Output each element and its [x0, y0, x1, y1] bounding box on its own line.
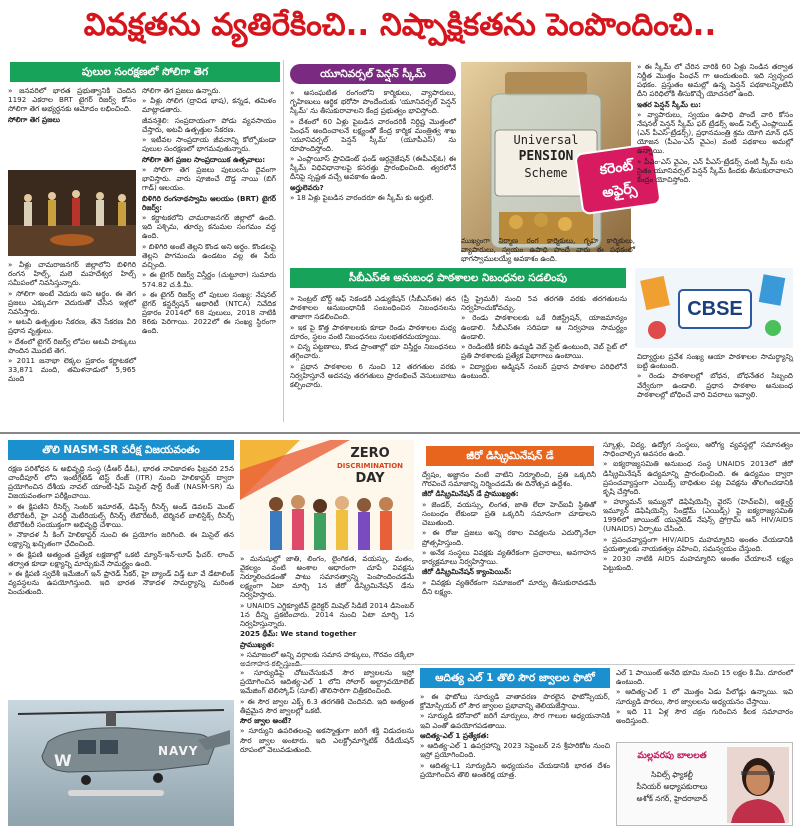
paragraph: » ప్రధాన పాఠశాలల 6 నుంచి 12 తరగతుల వరకు నిర్వహిస్తూనే అదనపు తరగతులు ప్రారంభించే వెసులుబాటు కల్పించారు. [290, 361, 456, 389]
divider [240, 664, 795, 665]
paragraph: » బిళిగిరి అంటే తెల్లని కొండ అని అర్థం. కొండలపై తెల్లని పొగమంచు ఉండటం వల్ల ఈ పేరు వచ్చింది. [142, 241, 276, 270]
paragraph: » ఈ క్షిపణి స్వదేశీ ఇమేజింగ్ ఇన్ ఫ్రారెడ్ సీకర్, హై బ్యాండ్ విడ్త్ టూ వే డేటాలింక్ వ్యవస్థలను ఉపయోగిస్తుంది. ఇది భారత నౌకాదళ సామర్థ్యాన్ని మరింత పెంచుతుంది. [8, 569, 234, 597]
author-box [616, 742, 793, 826]
nasm-body [8, 464, 234, 696]
paragraph: » సూర్యుని ఉపరితలంపై అకస్మాత్తుగా జరిగే శక్తి విడుదలను సౌర జ్వాల అంటారు. ఇది ఎలక్ట్రోమాగ్నెటిక్ రేడియేషన్ రూపంలో వెలువడుతుంది. [240, 726, 414, 754]
author-designation: సివిల్స్ ఫ్యాకల్టీ [651, 770, 693, 779]
paragraph: రక్షణ పరిశోధన & అభివృద్ధి సంస్థ (డీఆర్ డీఓ), భారత నావికాదళం ఫిబ్రవరి 25న చాందీపూర్ లోని ఇంటిగ్రేటెడ్ టెస్ట్ రేంజ్ (ITR) నుంచి హెలికాప్టర్ ద్వారా ప్రయోగించిన దేశీయ నావల్ యాంటీ-షిప్ మిసైల్ షార్ట్ రేంజ్ (NASM-SR) ను విజయవంతంగా పరీక్షించాయి. [8, 464, 234, 501]
paragraph: » సోలిగా అంటే వెదురు అని అర్థం. ఈ తెగ ప్రజలు ఎక్కువగా వెదురుతో చేసిన ఇళ్లలో నివసిస్తారు. [8, 288, 136, 316]
paragraph: » ఈ క్షిపణి అత్యంత ప్రత్యేక లక్షణాల్లో ఒకటి మ్యాన్-ఇన్-లూప్ ఫీచర్. లాంచ్ తర్వాత కూడా లక్ష్యాన్ని మార్చుకునే సామర్థ్యం ఉంది. [8, 549, 234, 568]
paragraph: » మనుషుల్లో జాతి, లింగం, లైంగికత, వయస్సు, మతం, వైకల్యం వంటి అంశాల ఆధారంగా చూపే వివక్షను నిర్మూలించడంతో పాటు సమానత్వాన్ని పెంపొందించడమే లక్ష్యంగా ఏటా మార్చి 1న జీరో డిస్క్రిమినేషన్ డేను నిర్వహిస్తారు. [240, 554, 414, 600]
paragraph: » నౌకాదళ సీ కింగ్ హెలికాప్టర్ నుంచి ఈ ప్రయోగం జరిగింది. ఈ మిసైల్ తన లక్ష్యాన్ని ఖచ్చితంగా ఛేదించింది. [8, 530, 234, 549]
pension-wide [461, 236, 635, 264]
paragraph: » దేశంలో టైగర్ రిజర్వ్ లోపల అటవీ హక్కులు పొందిన మొదటి తెగ. [8, 336, 136, 355]
cbse-col-1 [290, 294, 456, 424]
svg-text:W: W [54, 751, 72, 770]
paragraph: సోలిగా తెగ ప్రజలు ఉన్నారు. [142, 86, 221, 95]
paragraph: » ఆదిత్య-ఎల్ 1 లో మొత్తం ఏడు పేలోడ్లు ఉన్నాయి. ఇవి సూర్యుడి పొరలు, సౌర జ్వాలలను అధ్యయనం చేస్తాయి. [616, 687, 793, 706]
poster-line2: DISCRIMINATION [336, 462, 404, 470]
subheading: జీరో డిస్క్రిమినేషన్ డే ప్రాముఖ్యత: [422, 489, 519, 499]
paragraph: ముఖ్యంగా నిర్మాణ రంగ కార్మికులు, గృహ కార్మికులు, వ్యాపారులు, స్వయం ఉపాధి పొందే వారు ఈ పథకంలో భాగస్వాములయ్యే అవకాశం ఉంది. [461, 236, 635, 264]
aditya-section-title: ఆదిత్య ఎల్ 1 తొలి సౌర జ్వాలల ఫొటో [420, 668, 610, 688]
soliga-dance-photo [8, 170, 136, 256]
paragraph: » ఈ టైగర్ రిజర్వ్ లో పులుల సంఖ్య: నేషనల్ టైగర్ కన్జర్వేషన్ అథారిటీ (NTCA) నివేదిక ప్రకారం 2014లో 68 పులులు, 2018 నాటికి 86కు పెరిగాయి. 2022లో ఈ సంఖ్య స్థిరంగా ఉంది. [142, 289, 276, 336]
paragraph: » ఇది 11 ఏళ్ల సౌర చక్రం గురించిన కీలక సమాచారం అందిస్తుంది. [616, 706, 793, 726]
paragraph: » ఎంప్లాయీస్ ప్రావిడెంట్ ఫండ్ ఆర్గనైజేషన్ (ఈపీఎఫ్ఓ) ఈ స్కీమ్ విధివిధానాలపై కసరత్తు ప్రారంభించింది. త్వరలోనే దీనిపై స్పష్టత వచ్చే అవకాశం ఉంది. [290, 154, 456, 182]
paragraph: » సూర్యుడి కరోనాలో జరిగే మార్పులు, సౌర గాలుల అధ్యయనానికి ఇవి ఎంతో ఉపయోగపడతాయి. [420, 711, 610, 730]
zero-col-2 [422, 470, 596, 660]
zero-col-3 [603, 440, 793, 660]
paragraph: » వీళ్లు చామరాజనగర్ జిల్లాలోని బిళిగిరి రంగన హిల్స్, మలె మహదేశ్వర హిల్స్ సమీపంలో నివసిస్తున్నారు. [8, 260, 136, 288]
paragraph: » విద్యార్థుల అడ్మిషన్ నంబర్ ప్రధాన పాఠశాల పరిధిలోనే ఉంటుంది. [461, 361, 627, 380]
zero-col-1 [240, 554, 414, 660]
author-name: మల్లవరపు బాలలత [637, 751, 707, 761]
subheading: బిళిగిరి రంగనాథస్వామి ఆలయం (BRT) టైగర్ రిజర్వ్: [142, 193, 276, 212]
paragraph: » అటవీ ఉత్పత్తుల సేకరణ, తేనె సేకరణ వీరి ప్రధాన వృత్తులు. [8, 317, 136, 336]
subheading: అర్హులెవరు? [290, 182, 324, 192]
paragraph: » ఐక్యరాజ్యసమితి అనుబంధ సంస్థ UNAIDS 2013లో జీరో డిస్క్రిమినేషన్ ఉద్యమాన్ని ప్రారంభించింది. ఈ ఉద్యమం ద్వారా ప్రపంచవ్యాప్తంగా ఎయిడ్స్ బాధితుల పట్ల వివక్షను తొలగించడానికి కృషి చేస్తోంది. [603, 459, 793, 496]
author-location: అశోక్ నగర్, హైదరాబాద్ [636, 794, 708, 803]
pension-section-title: యూనివర్సల్ పెన్షన్ స్కీమ్ [290, 64, 456, 84]
cbse-logo-image [635, 268, 793, 348]
subheading: 2025 థీమ్: We stand together [240, 629, 357, 639]
subheading: ఇతర పెన్షన్ స్కీమ్ లు: [637, 99, 701, 109]
zero-section-title: జీరో డిస్క్రిమినేషన్ డే [426, 446, 594, 466]
paragraph: » ఇక పై కొత్త పాఠశాలలకు కూడా రెండు పాఠశాలల మధ్య దూరం, స్థలం వంటి నిబంధనలు సులభతరమయ్యాయి. [290, 322, 456, 341]
tiger-col-1b [8, 260, 136, 418]
poster-line3: DAY [355, 471, 385, 486]
nasm-section-title: తొలి NASM-SR పరీక్ష విజయవంతం [8, 440, 234, 460]
subheading: ప్రాముఖ్యత: [240, 639, 275, 649]
jar-label-line1: Universal [513, 133, 579, 147]
paragraph: (ప్రీ ప్రైమరీ) నుంచి 5వ తరగతి వరకు తరగతులను నిర్వహించుకోవచ్చు. [461, 294, 627, 313]
page-headline: వివక్షతను వ్యతిరేకించి.. నిష్పాక్షికతను పెంపొందించి.. [83, 7, 717, 43]
paragraph: ద్వేషం, అజ్ఞానం వంటి వాటిని నిర్మూలించి, ప్రతి ఒక్కరినీ గౌరవించే సమాజాన్ని నిర్మించడమే ఈ దినోత్సవ ఉద్దేశం. [422, 470, 596, 489]
heli-navy-marking: NAVY [158, 744, 199, 758]
author-role: సీనియర్ అధ్యాపకురాలు [636, 782, 708, 791]
paragraph: » చిన్న పట్టణాలు, కొండ ప్రాంతాల్లో భూ విస్తీర్ణం నిబంధనలు తగ్గించారు. [290, 342, 456, 361]
cbse-col-2 [461, 294, 627, 424]
paragraph: » రెండింటికీ కలిపి ఉమ్మడి వెబ్ సైట్ ఉంటుంది, వెబ్ సైట్ లో ప్రతి పాఠశాలకు ప్రత్యేక విభాగాలు ఉంటాయి. [461, 342, 627, 361]
author-photo [727, 747, 789, 823]
paragraph: జీవనశైలి: సంప్రదాయంగా పోడు వ్యవసాయం చేస్తారు, అటవీ ఉత్పత్తుల సేకరణ. [142, 115, 276, 134]
paragraph: » సమాజంలో అన్ని వర్గాలకు సమాన హక్కులు, గౌరవం దక్కేలా [240, 650, 414, 660]
paragraph: » 2030 నాటికి AIDS మహమ్మారిని అంతం చేయాలనే లక్ష్యం పెట్టుకుంది. [603, 554, 793, 573]
paragraph: » ఈ సౌర జ్వాల ఎక్స్ 6.3 తరగతికి చెందినది. ఇది అత్యంత తీవ్రమైన సౌర జ్వాలల్లో ఒకటి. [240, 696, 414, 715]
paragraph: స్కూళ్లు, విద్య, ఉద్యోగ సంస్థలు, ఆరోగ్య వ్యవస్థల్లో సమానత్వం సాధించాల్సిన అవసరం ఉంది. [603, 440, 793, 459]
paragraph: » కర్ణాటకలోని చామరాజనగర్ జిల్లాలో ఉంది. ఇది పశ్చిమ, తూర్పు కనుమల సంగమం వద్ద ఉంది. [142, 213, 276, 241]
paragraph: » రెండు పాఠశాలల్లో బోధన, బోధనేతర సిబ్బంది వేర్వేరుగా ఉండాలి. ప్రధాన పాఠశాల అనుబంధ పాఠశాలల్లో బోధించే వారి వివరాలు ఇవ్వాలి. [637, 371, 793, 399]
pension-col-1 [290, 88, 456, 228]
paragraph: » ప్రపంచవ్యాప్తంగా HIV/AIDS మహమ్మారిని అంతం చేయడానికి ప్రయత్నాలకు నాయకత్వం వహించి, సమన్వయం చేస్తుంది. [603, 534, 793, 553]
paragraph: » 18 ఏళ్లు పైబడిన వారందరూ ఈ స్కీమ్ కు అర్హులే. [290, 193, 434, 203]
aditya-col-1 [240, 668, 414, 826]
paragraph: » ఆదిత్య-ఎల్ 1 ఉపగ్రహాన్ని 2023 సెప్టెంబర్ 2న శ్రీహరికోట నుంచి ఇస్రో ప్రయోగించింది. [420, 741, 610, 760]
jar-label-line3: Scheme [524, 166, 568, 180]
paragraph: » ఈ స్కీమ్ లో చేరిన వారికి 60 ఏళ్లు నిండిన తర్వాత నిర్ణీత మొత్తం పింఛన్ గా అందుతుంది. ఇది స్వచ్ఛంద పథకం. ప్రస్తుతం అమల్లో ఉన్న పెన్షన్ పథకాలన్నింటినీ దీని పరిధిలోకి తీసుకొచ్చే యోచనలో ఉంది. [637, 62, 793, 99]
tiger-section-title: పులుల సంరక్షణలో సోలిగా తెగ [10, 62, 280, 82]
paragraph: » అసంఘటిత రంగంలోని కార్మికులు, వ్యాపారులు, గృహిణులు ఆర్థిక భరోసా పొందేందుకు 'యూనివర్సల్ పెన్షన్ స్కీమ్' ను తీసుకురావాలని కేంద్ర ప్రభుత్వం భావిస్తోంది. [290, 88, 456, 116]
paragraph: » సూర్యుడిపై చోటుచేసుకునే సౌర జ్వాలలను ఇస్రో ప్రయోగించిన ఆదిత్య-ఎల్ 1 లోని సోలార్ అల్ట్రావయోలెట్ ఇమేజింగ్ టెలిస్కోప్ (సూట్) తొలిసారిగా చిత్రీకరించింది. [240, 668, 414, 696]
paragraph: » UNAIDS ఎగ్జిక్యూటివ్ డైరెక్టర్ మిషెల్ సిడిబే 2014 డిసెంబర్ 1న దీన్ని ప్రకటించారు. 2014 నుంచి ఏటా మార్చి 1న నిర్వహిస్తున్నారు. [240, 600, 414, 628]
paragraph: » జనవరిలో భారత ప్రభుత్వానికి చెందిన 1192 ఎకరాల BRT టైగర్ రిజర్వ్ కోసం సోలిగా తెగ అభ్యర్థనకు ఆమోదం లభించింది. [8, 86, 136, 114]
poster-line1: ZERO [350, 446, 390, 461]
cbse-col-3 [637, 352, 793, 424]
subheading: జీరో డిస్క్రిమినేషన్ క్యాంపెయిన్: [422, 567, 512, 577]
subheading: సోలిగా తెగ ప్రజల సాంప్రదాయిక ఉత్సవాలు: [142, 154, 266, 164]
paragraph: » సెంట్రల్ బోర్డ్ ఆఫ్ సెకండరీ ఎడ్యుకేషన్ (సీబీఎస్ఈ) తన పాఠశాలల అనుబంధానికి సంబంధించిన నిబంధనలను తాజాగా సడలించింది. [290, 294, 456, 322]
paragraph: » జెండర్, వయస్సు, లింగత, జాతి లేదా హెచ్ఐవీ స్థితితో సంబంధం లేకుండా ప్రతి ఒక్కరినీ సమానంగా చూడాలని చెబుతుంది. [422, 499, 596, 528]
paragraph: » వీళ్లు సోలిగ (ద్రావిడ భాష), కన్నడ, తమిళం మాట్లాడతారు. [142, 96, 276, 115]
paragraph: » 2011 జనాభా లెక్కల ప్రకారం కర్ణాటకలో 33,871 మంది, తమిళనాడులో 5,965 మంది [8, 356, 136, 384]
aditya-col-3 [616, 668, 793, 738]
tiger-col-1a [8, 86, 136, 166]
subheading: ఆదిత్య-ఎల్ 1 ప్రత్యేకత: [420, 730, 490, 740]
pension-col-2 [637, 62, 793, 252]
cbse-section-title: సీబీఎస్ఈ అనుబంధ పాఠశాలల నిబంధనల సడలింపు [290, 268, 626, 288]
paragraph: » ఈ క్షిపణిని రీసెర్చ్ సెంటర్ ఇమారత్, డిఫెన్స్ రీసెర్చ్ అండ్ డెవలప్ మెంట్ లేబొరేటరీ, హై ఎనర్జీ మెటీరియల్స్ రీసెర్చ్ లేబొరేటరీ, టెర్మినల్ బాలిస్టిక్స్ రీసెర్చ్ లేబొరేటరీ సంయుక్తంగా అభివృద్ధి చేశాయి. [8, 501, 234, 529]
paragraph: » ఈ ఫొటోలు సూర్యుడి వాతావరణ పొరలైన ఫొటోస్పియర్, క్రోమోస్పియర్ లో సౌర జ్వాలల ప్రభావాన్ని తెలియజేస్తాయి. [420, 692, 610, 711]
paragraph: » దేశంలో 60 ఏళ్లు పైబడిన వారందరికీ నిర్దిష్ట మొత్తంలో పింఛన్ అందించాలనే లక్ష్యంతో కేంద్ర కార్మిక మంత్రిత్వ శాఖ 'యూనివర్సల్ పెన్షన్ స్కీమ్' (యూపీఎస్) ను రూపొందిస్తోంది. [290, 116, 456, 153]
paragraph: » వ్యాపారులు, స్వయం ఉపాధి పొందే వారి కోసం నేషనల్ పెన్షన్ స్కీమ్ ఫర్ ట్రేడర్స్ అండ్ సెల్ఫ్ ఎంప్లాయిడ్ (ఎన్ పీఎస్-ట్రేడర్స్), ప్రధానమంత్రి శ్రమ యోగి మాన్ ధన్ యోజన (పీఎం-ఎస్ వైఎం) వంటి పథకాలు అమల్లో ఉన్నాయి. [637, 110, 793, 156]
paragraph: » అనేక సంస్థలు వివక్షకు వ్యతిరేకంగా ప్రచారాలు, అవగాహన కార్యక్రమాలు నిర్వహిస్తాయి. [422, 547, 596, 567]
paragraph: » ఇటీవల సాంప్రదాయ జీవనాన్ని కోల్పోకుండా పులుల సంరక్షణలో భాగమవుతున్నారు. [142, 135, 276, 154]
paragraph: » ఆదిత్య-L1 సూర్యుడిని అధ్యయనం చేయడానికి భారత దేశం ప్రయోగించిన తొలి అంతరిక్ష యాత్ర. [420, 760, 610, 779]
paragraph: విద్యార్థుల ప్రవేశ సంఖ్య ఆయా పాఠశాలల సామర్థ్యాన్ని బట్టి ఉంటుంది. [637, 352, 793, 371]
paragraph: ఎల్ 1 పాయింట్ అనేది భూమి నుంచి 15 లక్షల కి.మీ. దూరంలో ఉంటుంది. [616, 668, 793, 687]
zero-discrimination-poster [240, 440, 414, 550]
paragraph: » హ్యూమన్ ఇమ్యునో డెఫిషియెన్సీ వైరస్ (హెచ్ఐవీ), అక్వైర్డ్ ఇమ్యూన్ డెఫిషియెన్సీ సిండ్రోమ్ (ఎయిడ్స్) పై ఐక్యరాజ్యసమితి 1996లో జాయింట్ యునైటెడ్ నేషన్స్ ప్రోగ్రామ్ ఆన్ HIV/AIDS (UNAIDS) ఏర్పాటు చేసింది. [603, 497, 793, 534]
paragraph: » పీఎం-ఎస్ వైఎం, ఎన్ పీఎస్-ట్రేడర్స్ వంటి స్కీమ్ లను సైతం యూనివర్సల్ పెన్షన్ స్కీమ్ కిందకు తీసుకురావాలని కేంద్రం యోచిస్తోంది. [637, 156, 793, 185]
subheading: సౌర జ్వాల అంటే? [240, 716, 292, 726]
tiger-col-2 [142, 86, 276, 418]
stamp-line2: అఫైర్స్ [601, 180, 639, 202]
subheading: సోలిగా తెగ ప్రజలు [8, 114, 60, 124]
paragraph: » ఈ రోజు ప్రజలు అన్ని రకాల వివక్షలను ఎదుర్కొనేలా ప్రోత్సహిస్తుంది. [422, 528, 596, 547]
navy-helicopter-photo [8, 700, 234, 826]
paragraph: » రెండు పాఠశాలలకు ఒకే రిజిస్ట్రేషన్, యాజమాన్యం ఉండాలి. సీబీఎస్ఈ సరిపడా ఆ నిర్వహణ సామర్థ్యం ఉండాలి. [461, 313, 627, 341]
paragraph: » ఈ టైగర్ రిజర్వ్ విస్తీర్ణం (చుట్టూరా) సుమారు 574.82 చ.కి.మీ. [142, 270, 276, 289]
section-divider [0, 432, 800, 434]
stamp-line1: కరెంట్ [598, 157, 635, 179]
aditya-col-2 [420, 692, 610, 826]
divider [283, 60, 284, 422]
cbse-logo-text: CBSE [687, 298, 743, 320]
jar-label-line2: PENSION [518, 149, 574, 164]
paragraph: » సోలిగా తెగ ప్రజలు పులులను దైవంగా భావిస్తారు. వారు పూజించే దొడ్డ నాయి (బిగ్ గాడ్) ఆలయం. [142, 165, 276, 193]
paragraph: » వివక్షకు వ్యతిరేకంగా సమాజంలో మార్పు తీసుకురావడమే దీని లక్ష్యం. [422, 577, 596, 596]
